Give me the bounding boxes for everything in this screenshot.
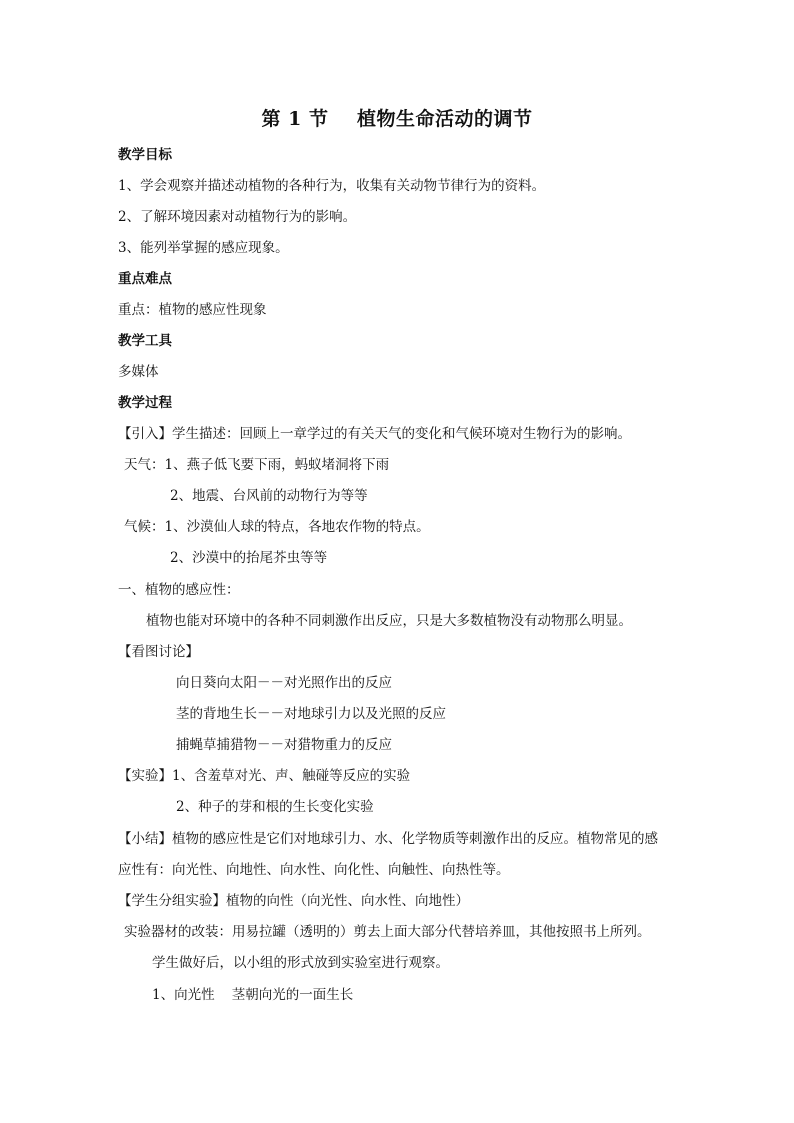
heading-key-points: 重点难点 xyxy=(118,271,172,287)
climate-item-1: 气候：1、沙漠仙人球的特点，各地农作物的特点。 xyxy=(124,519,430,535)
goal-item-1: 1、学会观察并描述动植物的各种行为，收集有关动物节律行为的资料。 xyxy=(118,178,546,194)
weather-item-2: 2、地震、台风前的动物行为等等 xyxy=(170,488,368,504)
equipment-modification: 实验器材的改装：用易拉罐（透明的）剪去上面大部分代替培养皿，其他按照书上所列。 xyxy=(124,924,651,940)
goal-item-3: 3、能列举掌握的感应现象。 xyxy=(118,240,289,256)
weather-item-1: 天气：1、燕子低飞要下雨，蚂蚁堵洞将下雨 xyxy=(124,457,390,473)
key-point-text: 重点：植物的感应性现象 xyxy=(118,302,267,318)
experiment-item-1: 【实验】1、含羞草对光、声、触碰等反应的实验 xyxy=(118,768,411,784)
climate-item-2: 2、沙漠中的抬尾芥虫等等 xyxy=(170,550,328,566)
observation-note: 学生做好后，以小组的形式放到实验室进行观察。 xyxy=(152,955,449,971)
tools-text: 多媒体 xyxy=(118,364,159,380)
group-experiment: 【学生分组实验】植物的向性（向光性、向水性、向地性） xyxy=(118,893,469,909)
sensitivity-description: 植物也能对环境中的各种不同刺激作出反应，只是大多数植物没有动物那么明显。 xyxy=(146,613,632,629)
heading-teaching-goals: 教学目标 xyxy=(118,147,172,163)
discussion-item-2: 茎的背地生长－－对地球引力以及光照的反应 xyxy=(176,706,446,722)
heading-teaching-process: 教学过程 xyxy=(118,395,172,411)
page-title: 第 1 节 植物生命活动的调节 xyxy=(261,108,533,130)
phototropism-item: 1、向光性 茎朝向光的一面生长 xyxy=(152,987,354,1003)
discussion-item-1: 向日葵向太阳－－对光照作出的反应 xyxy=(176,675,392,691)
discussion-item-3: 捕蝇草捕猎物－－对猎物重力的反应 xyxy=(176,737,392,753)
intro-paragraph: 【引入】学生描述：回顾上一章学过的有关天气的变化和气候环境对生物行为的影响。 xyxy=(118,426,631,442)
experiment-item-2: 2、种子的芽和根的生长变化实验 xyxy=(176,799,374,815)
section-plant-sensitivity: 一、植物的感应性： xyxy=(118,582,240,598)
picture-discussion-label: 【看图讨论】 xyxy=(118,644,199,660)
summary-line-2: 应性有：向光性、向地性、向水性、向化性、向触性、向热性等。 xyxy=(118,862,510,878)
summary-line-1: 【小结】植物的感应性是它们对地球引力、水、化学物质等刺激作出的反应。植物常见的感 xyxy=(118,831,658,847)
goal-item-2: 2、了解环境因素对动植物行为的影响。 xyxy=(118,209,357,225)
heading-teaching-tools: 教学工具 xyxy=(118,333,172,349)
